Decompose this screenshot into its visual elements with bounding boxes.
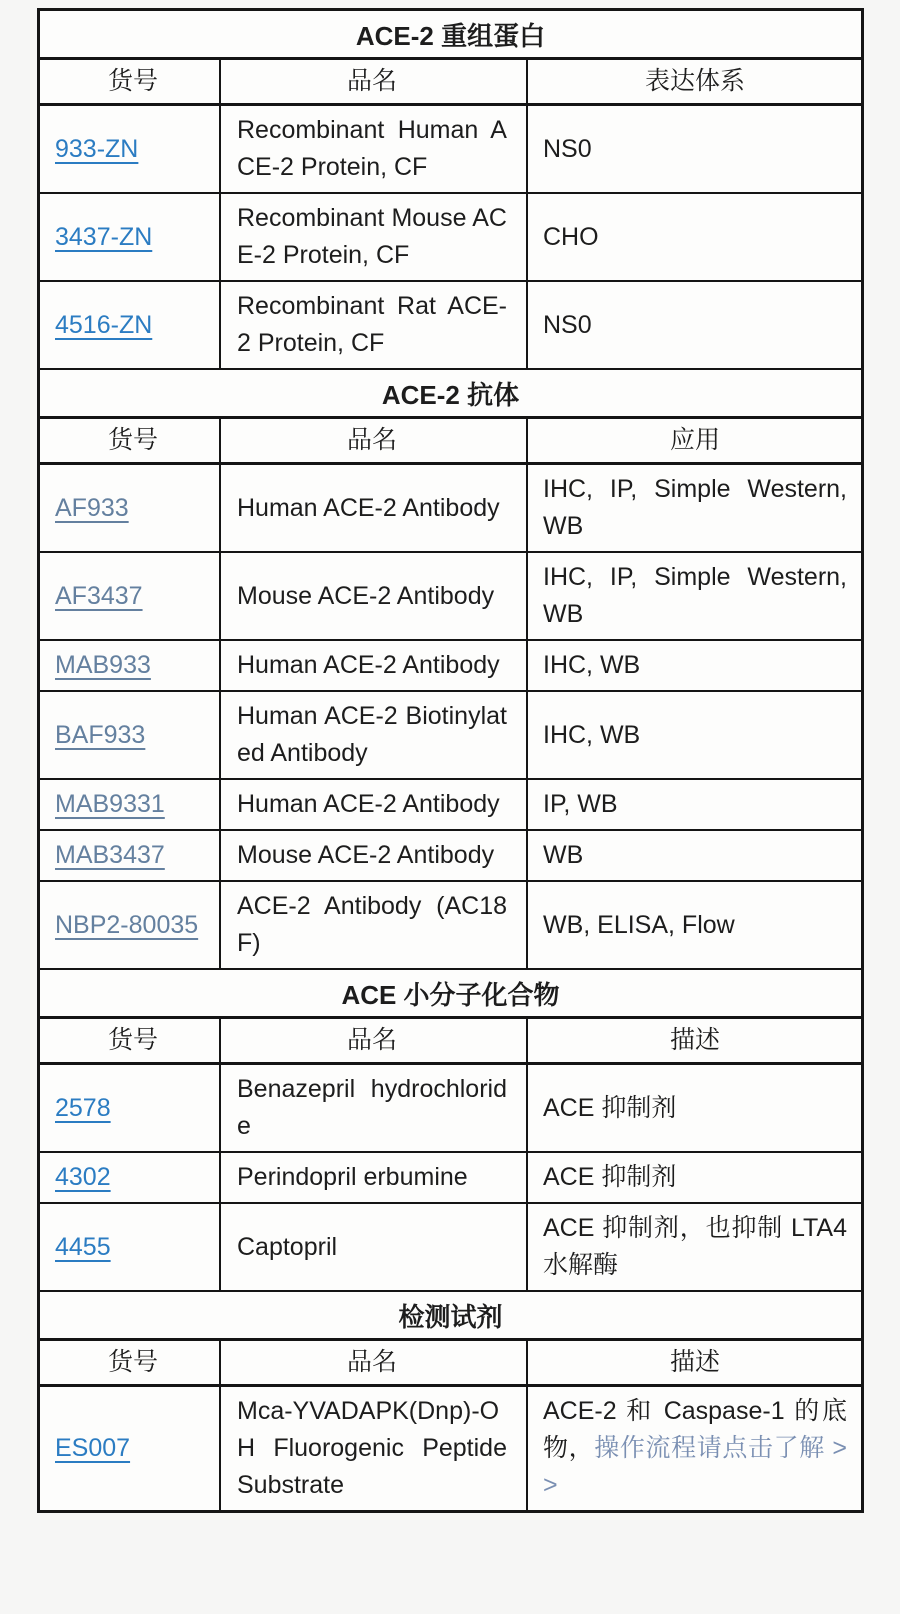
column-header: 描述 bbox=[669, 1026, 720, 1054]
detail-text: NS0 bbox=[543, 310, 592, 339]
column-header: 品名 bbox=[221, 60, 528, 103]
detail-text: ACE-2 和 Caspase-1 的底物， bbox=[543, 1397, 847, 1462]
header-row bbox=[40, 1019, 861, 1065]
product-name-cell bbox=[221, 1065, 528, 1151]
catalog-link[interactable]: 2578 bbox=[55, 1093, 111, 1122]
detail-cell bbox=[528, 831, 861, 880]
table-row bbox=[40, 465, 861, 553]
detail-cell bbox=[528, 194, 861, 280]
header-row bbox=[40, 1341, 861, 1387]
detail-cell bbox=[528, 1065, 861, 1151]
detail-text: ACE 抑制剂 bbox=[543, 1163, 677, 1191]
section-title: ACE-2 抗体 bbox=[40, 370, 861, 419]
catalog-cell bbox=[40, 692, 221, 778]
detail-cell bbox=[528, 780, 861, 829]
table-row bbox=[40, 1204, 861, 1292]
product-name-cell bbox=[221, 553, 528, 639]
section-title: ACE 小分子化合物 bbox=[40, 970, 861, 1019]
catalog-link[interactable]: NBP2-80035 bbox=[55, 910, 199, 939]
column-header: 表达体系 bbox=[644, 67, 745, 95]
detail-cell bbox=[528, 465, 861, 551]
product-name: Recombinant Mouse ACE-2 Protein, CF bbox=[237, 204, 507, 269]
product-name-cell bbox=[221, 194, 528, 280]
catalog-link[interactable]: AF3437 bbox=[55, 581, 143, 610]
product-name: Human ACE-2 Antibody bbox=[237, 651, 500, 679]
catalog-cell bbox=[40, 831, 221, 880]
catalog-link[interactable]: MAB3437 bbox=[55, 841, 165, 869]
catalog-cell bbox=[40, 1204, 221, 1290]
detail-cell bbox=[528, 1153, 861, 1202]
column-header: 描述 bbox=[669, 1348, 720, 1376]
catalog-cell bbox=[40, 1387, 221, 1510]
product-name: ACE-2 Antibody (AC18F) bbox=[237, 892, 507, 957]
product-name-cell bbox=[221, 282, 528, 368]
catalog-cell bbox=[40, 194, 221, 280]
section-title: ACE-2 重组蛋白 bbox=[40, 11, 861, 60]
header-row bbox=[40, 419, 861, 465]
column-header: 应用 bbox=[669, 426, 720, 454]
product-name-cell bbox=[221, 692, 528, 778]
product-name: Mouse ACE-2 Antibody bbox=[237, 581, 495, 610]
section-title: 检测试剂 bbox=[40, 1292, 861, 1341]
product-name: Human ACE-2 Antibody bbox=[237, 493, 500, 522]
table-row bbox=[40, 194, 861, 282]
product-name-cell bbox=[221, 1153, 528, 1202]
product-name: Mouse ACE-2 Antibody bbox=[237, 841, 495, 869]
header-row bbox=[40, 60, 861, 106]
catalog-link[interactable]: AF933 bbox=[55, 493, 129, 522]
detail-cell bbox=[528, 1204, 861, 1290]
product-name: Perindopril erbumine bbox=[237, 1163, 468, 1191]
product-name-cell bbox=[221, 641, 528, 690]
detail-text: IHC, WB bbox=[543, 720, 641, 749]
table-row bbox=[40, 780, 861, 831]
table-row bbox=[40, 1065, 861, 1153]
catalog-cell bbox=[40, 882, 221, 968]
catalog-link[interactable]: 4516-ZN bbox=[55, 310, 153, 339]
procedure-link[interactable]: 操作流程请点击了解 >> bbox=[543, 1434, 847, 1499]
table-row bbox=[40, 641, 861, 692]
product-name-cell bbox=[221, 780, 528, 829]
catalog-link[interactable]: 3437-ZN bbox=[55, 222, 153, 251]
column-header: 品名 bbox=[221, 419, 528, 462]
catalog-link[interactable]: 933-ZN bbox=[55, 134, 139, 163]
column-header: 货号 bbox=[40, 1341, 221, 1384]
detail-text: ACE 抑制剂，也抑制 LTA4 水解酶 bbox=[543, 1214, 847, 1279]
column-header: 货号 bbox=[40, 60, 221, 103]
catalog-cell bbox=[40, 1153, 221, 1202]
detail-text: WB, ELISA, Flow bbox=[543, 910, 735, 939]
catalog-link[interactable]: 4455 bbox=[55, 1232, 111, 1261]
detail-cell bbox=[528, 553, 861, 639]
product-name: Human ACE-2 Biotinylated Antibody bbox=[237, 702, 507, 767]
product-name: Human ACE-2 Antibody bbox=[237, 790, 500, 818]
product-name-cell bbox=[221, 1204, 528, 1290]
detail-cell bbox=[528, 106, 861, 192]
table-row bbox=[40, 282, 861, 370]
product-name: Captopril bbox=[237, 1232, 338, 1261]
product-name: Recombinant Human ACE-2 Protein, CF bbox=[237, 116, 507, 181]
table-row bbox=[40, 1153, 861, 1204]
product-name-cell bbox=[221, 882, 528, 968]
detail-text: IHC, IP, Simple Western, WB bbox=[543, 563, 847, 628]
catalog-cell bbox=[40, 106, 221, 192]
catalog-cell bbox=[40, 780, 221, 829]
column-header: 品名 bbox=[221, 1019, 528, 1062]
column-header: 品名 bbox=[221, 1341, 528, 1384]
table-row bbox=[40, 831, 861, 882]
table-row bbox=[40, 1387, 861, 1510]
detail-cell bbox=[528, 882, 861, 968]
product-name-cell bbox=[221, 1387, 528, 1510]
catalog-link[interactable]: MAB933 bbox=[55, 651, 151, 679]
detail-text: CHO bbox=[543, 222, 599, 251]
column-header: 货号 bbox=[40, 1019, 221, 1062]
detail-cell bbox=[528, 282, 861, 368]
detail-text: ACE 抑制剂 bbox=[543, 1093, 677, 1122]
catalog-cell bbox=[40, 282, 221, 368]
catalog-link[interactable]: BAF933 bbox=[55, 720, 146, 749]
column-header: 货号 bbox=[40, 419, 221, 462]
table-row bbox=[40, 553, 861, 641]
detail-text: IHC, IP, Simple Western, WB bbox=[543, 475, 847, 540]
detail-text: IP, WB bbox=[543, 790, 618, 818]
product-name-cell bbox=[221, 465, 528, 551]
detail-text: NS0 bbox=[543, 134, 592, 163]
table-row bbox=[40, 692, 861, 780]
product-name: Mca-YVADAPK(Dnp)-OH Fluorogenic Peptide Substrate bbox=[237, 1397, 507, 1499]
catalog-link[interactable]: MAB9331 bbox=[55, 790, 165, 818]
detail-text: WB bbox=[543, 841, 584, 869]
catalog-cell bbox=[40, 1065, 221, 1151]
catalog-cell bbox=[40, 465, 221, 551]
product-table bbox=[37, 8, 864, 1513]
table-row bbox=[40, 106, 861, 194]
table-row bbox=[40, 882, 861, 970]
catalog-cell bbox=[40, 553, 221, 639]
detail-cell bbox=[528, 641, 861, 690]
product-name: Recombinant Rat ACE-2 Protein, CF bbox=[237, 292, 507, 357]
product-name-cell bbox=[221, 831, 528, 880]
catalog-link[interactable]: 4302 bbox=[55, 1163, 111, 1191]
detail-cell bbox=[528, 692, 861, 778]
product-name: Benazepril hydrochloride bbox=[237, 1075, 507, 1140]
detail-text: IHC, WB bbox=[543, 651, 641, 679]
catalog-link[interactable]: ES007 bbox=[55, 1434, 131, 1462]
product-name-cell bbox=[221, 106, 528, 192]
catalog-cell bbox=[40, 641, 221, 690]
detail-cell bbox=[528, 1387, 861, 1510]
